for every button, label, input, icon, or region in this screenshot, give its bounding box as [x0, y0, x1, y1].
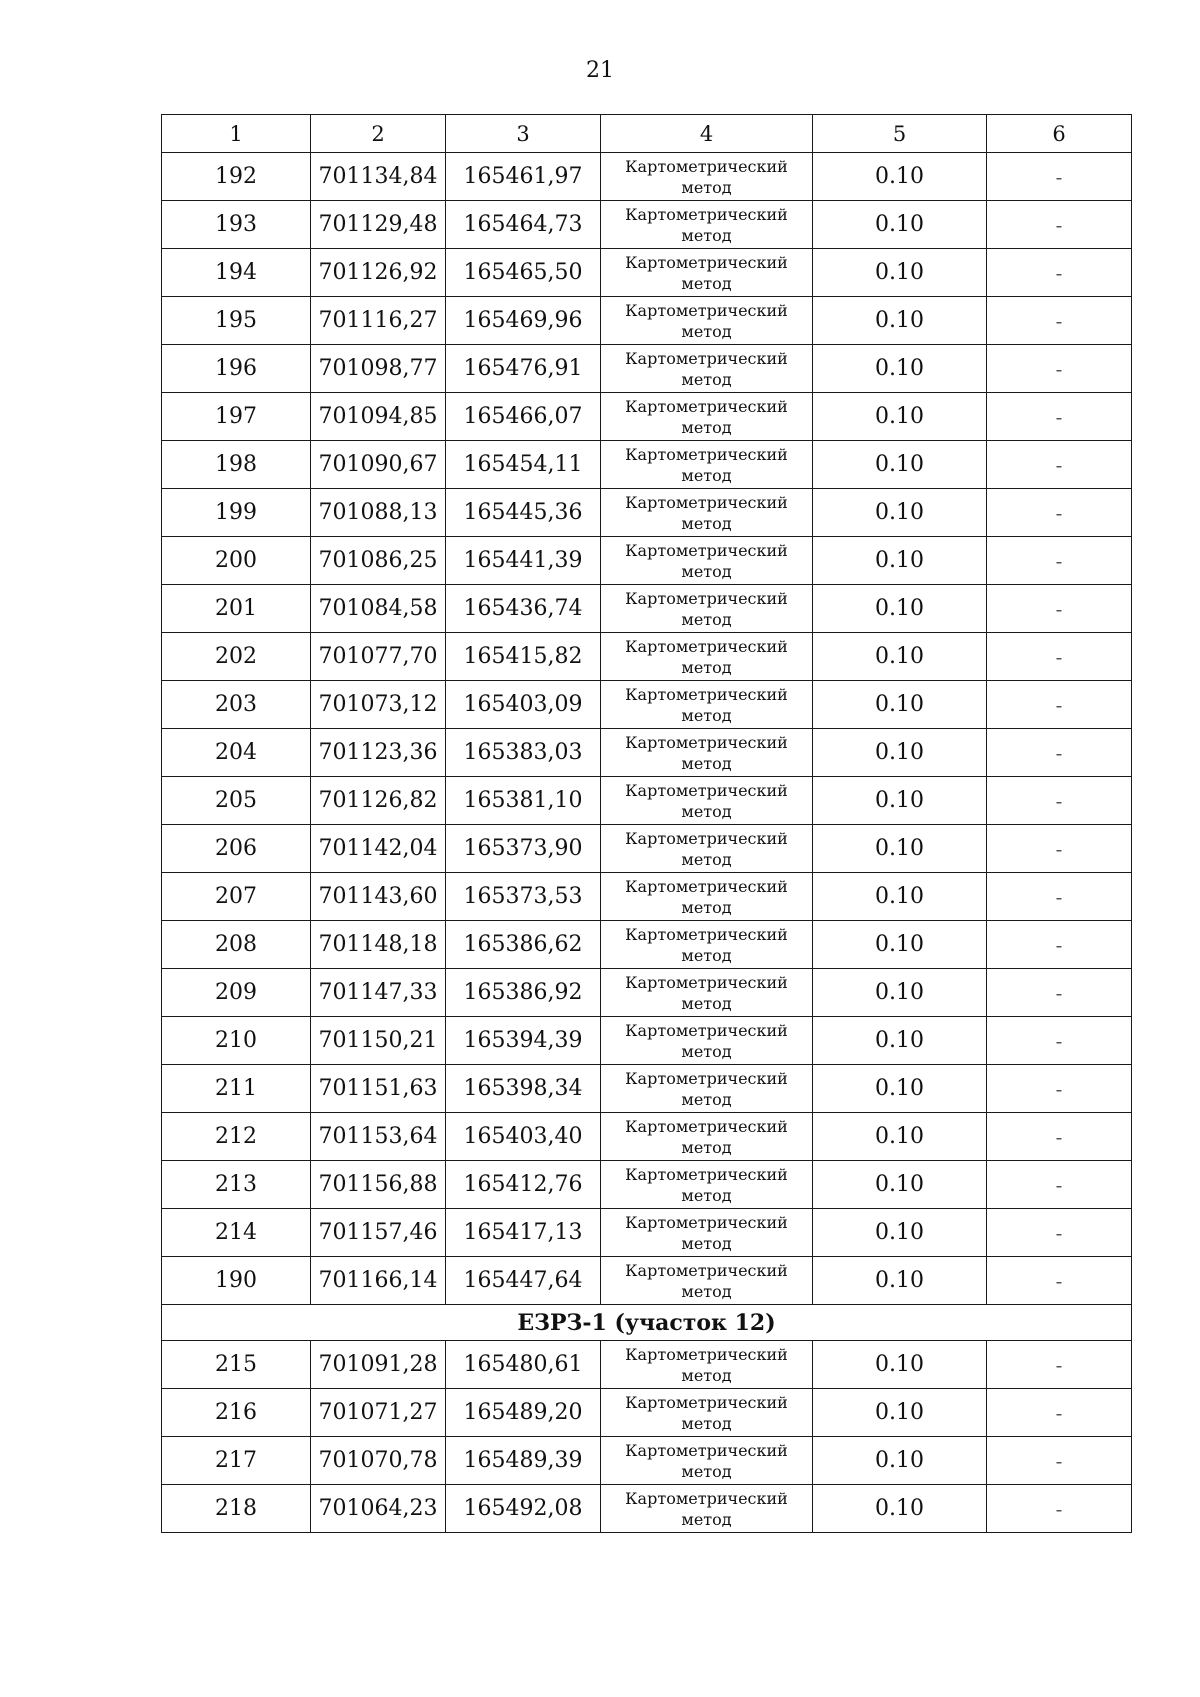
accuracy-cell: 0.10: [813, 297, 987, 345]
method-line2: метод: [681, 897, 732, 917]
method-cell: [601, 969, 813, 1017]
y-coordinate-cell: 165386,62: [446, 921, 601, 969]
point-number-cell: 206: [162, 825, 311, 873]
method-cell: [601, 1161, 813, 1209]
x-coordinate-cell: 701073,12: [311, 681, 446, 729]
y-coordinate-cell: 165489,39: [446, 1437, 601, 1485]
y-coordinate-cell: 165492,08: [446, 1485, 601, 1533]
method-cell: [601, 345, 813, 393]
x-coordinate-cell: 701116,27: [311, 297, 446, 345]
accuracy-cell: 0.10: [813, 249, 987, 297]
y-coordinate-cell: 165412,76: [446, 1161, 601, 1209]
point-number-cell: 213: [162, 1161, 311, 1209]
accuracy-cell: 0.10: [813, 1341, 987, 1389]
x-coordinate-cell: 701142,04: [311, 825, 446, 873]
x-coordinate-cell: 701147,33: [311, 969, 446, 1017]
table-body-before: [162, 153, 1132, 1305]
note-cell: -: [987, 1161, 1132, 1209]
y-coordinate-cell: 165489,20: [446, 1389, 601, 1437]
y-coordinate-cell: 165403,40: [446, 1113, 601, 1161]
point-number-cell: 208: [162, 921, 311, 969]
y-coordinate-cell: 165476,91: [446, 345, 601, 393]
x-coordinate-cell: 701123,36: [311, 729, 446, 777]
method-line1: Картометрический: [625, 876, 788, 896]
method-line1: Картометрический: [625, 348, 788, 368]
note-cell: -: [987, 969, 1132, 1017]
x-coordinate-cell: 701157,46: [311, 1209, 446, 1257]
y-coordinate-cell: 165445,36: [446, 489, 601, 537]
table-row: [162, 1437, 1132, 1485]
y-coordinate-cell: 165454,11: [446, 441, 601, 489]
note-cell: -: [987, 1113, 1132, 1161]
header-cell: 3: [446, 115, 601, 153]
method-line1: Картометрический: [625, 780, 788, 800]
accuracy-cell: 0.10: [813, 1485, 987, 1533]
section-title: ЕЗРЗ-1 (участок 12): [162, 1305, 1132, 1341]
note-cell: -: [987, 297, 1132, 345]
method-cell: [601, 441, 813, 489]
method-cell: [601, 825, 813, 873]
accuracy-cell: 0.10: [813, 345, 987, 393]
point-number-cell: 195: [162, 297, 311, 345]
method-line1: Картометрический: [625, 1020, 788, 1040]
point-number-cell: 201: [162, 585, 311, 633]
x-coordinate-cell: 701129,48: [311, 201, 446, 249]
method-line1: Картометрический: [625, 492, 788, 512]
method-line1: Картометрический: [625, 540, 788, 560]
y-coordinate-cell: 165383,03: [446, 729, 601, 777]
table-row: [162, 681, 1132, 729]
point-number-cell: 204: [162, 729, 311, 777]
method-cell: [601, 489, 813, 537]
point-number-cell: 203: [162, 681, 311, 729]
x-coordinate-cell: 701071,27: [311, 1389, 446, 1437]
accuracy-cell: 0.10: [813, 633, 987, 681]
method-line1: Картометрический: [625, 1116, 788, 1136]
y-coordinate-cell: 165469,96: [446, 297, 601, 345]
table-row: [162, 585, 1132, 633]
accuracy-cell: 0.10: [813, 1437, 987, 1485]
method-cell: [601, 921, 813, 969]
table-row: [162, 729, 1132, 777]
y-coordinate-cell: 165464,73: [446, 201, 601, 249]
note-cell: -: [987, 1341, 1132, 1389]
method-line1: Картометрический: [625, 1164, 788, 1184]
x-coordinate-cell: 701077,70: [311, 633, 446, 681]
point-number-cell: 212: [162, 1113, 311, 1161]
table-row: [162, 633, 1132, 681]
accuracy-cell: 0.10: [813, 729, 987, 777]
note-cell: -: [987, 1209, 1132, 1257]
method-line2: метод: [681, 1413, 732, 1433]
table-row: [162, 1017, 1132, 1065]
method-cell: [601, 729, 813, 777]
accuracy-cell: 0.10: [813, 777, 987, 825]
method-line2: метод: [681, 225, 732, 245]
header-cell: 6: [987, 115, 1132, 153]
method-cell: [601, 1209, 813, 1257]
method-line2: метод: [681, 561, 732, 581]
method-cell: [601, 249, 813, 297]
method-line2: метод: [681, 801, 732, 821]
table-row: [162, 153, 1132, 201]
table-row: [162, 249, 1132, 297]
x-coordinate-cell: 701126,92: [311, 249, 446, 297]
x-coordinate-cell: 701091,28: [311, 1341, 446, 1389]
method-line1: Картометрический: [625, 924, 788, 944]
note-cell: -: [987, 1485, 1132, 1533]
accuracy-cell: 0.10: [813, 585, 987, 633]
note-cell: -: [987, 201, 1132, 249]
table-row: [162, 1209, 1132, 1257]
accuracy-cell: 0.10: [813, 873, 987, 921]
accuracy-cell: 0.10: [813, 921, 987, 969]
table-row: [162, 537, 1132, 585]
point-number-cell: 199: [162, 489, 311, 537]
method-line1: Картометрический: [625, 1068, 788, 1088]
note-cell: -: [987, 1437, 1132, 1485]
note-cell: -: [987, 1257, 1132, 1305]
table-row: [162, 1113, 1132, 1161]
accuracy-cell: 0.10: [813, 681, 987, 729]
method-line2: метод: [681, 1509, 732, 1529]
table-row: [162, 777, 1132, 825]
method-line1: Картометрический: [625, 636, 788, 656]
point-number-cell: 197: [162, 393, 311, 441]
method-line2: метод: [681, 1089, 732, 1109]
point-number-cell: 196: [162, 345, 311, 393]
point-number-cell: 209: [162, 969, 311, 1017]
method-line2: метод: [681, 1461, 732, 1481]
method-cell: [601, 297, 813, 345]
table-row: [162, 441, 1132, 489]
method-cell: [601, 1437, 813, 1485]
point-number-cell: 217: [162, 1437, 311, 1485]
x-coordinate-cell: 701134,84: [311, 153, 446, 201]
method-line2: метод: [681, 513, 732, 533]
note-cell: -: [987, 777, 1132, 825]
point-number-cell: 202: [162, 633, 311, 681]
point-number-cell: 216: [162, 1389, 311, 1437]
method-line1: Картометрический: [625, 1260, 788, 1280]
point-number-cell: 198: [162, 441, 311, 489]
note-cell: -: [987, 345, 1132, 393]
accuracy-cell: 0.10: [813, 1389, 987, 1437]
accuracy-cell: 0.10: [813, 1065, 987, 1113]
method-line1: Картометрический: [625, 732, 788, 752]
table-row: [162, 921, 1132, 969]
x-coordinate-cell: 701086,25: [311, 537, 446, 585]
note-cell: -: [987, 441, 1132, 489]
point-number-cell: 207: [162, 873, 311, 921]
table-row: [162, 345, 1132, 393]
method-cell: [601, 1257, 813, 1305]
header-cell: 1: [162, 115, 311, 153]
point-number-cell: 210: [162, 1017, 311, 1065]
method-line2: метод: [681, 657, 732, 677]
table-row: [162, 969, 1132, 1017]
accuracy-cell: 0.10: [813, 537, 987, 585]
header-cell: 4: [601, 115, 813, 153]
table-row: [162, 393, 1132, 441]
x-coordinate-cell: 701094,85: [311, 393, 446, 441]
table-row: [162, 1161, 1132, 1209]
method-line1: Картометрический: [625, 1440, 788, 1460]
method-line2: метод: [681, 177, 732, 197]
method-line2: метод: [681, 753, 732, 773]
y-coordinate-cell: 165465,50: [446, 249, 601, 297]
method-line1: Картометрический: [625, 444, 788, 464]
method-cell: [601, 537, 813, 585]
x-coordinate-cell: 701153,64: [311, 1113, 446, 1161]
note-cell: -: [987, 489, 1132, 537]
method-line1: Картометрический: [625, 300, 788, 320]
accuracy-cell: 0.10: [813, 1113, 987, 1161]
method-cell: [601, 393, 813, 441]
method-line1: Картометрический: [625, 1212, 788, 1232]
table-body-after: [162, 1341, 1132, 1533]
coordinates-table: [161, 114, 1132, 1533]
x-coordinate-cell: 701084,58: [311, 585, 446, 633]
method-line2: метод: [681, 273, 732, 293]
note-cell: -: [987, 1065, 1132, 1113]
point-number-cell: 192: [162, 153, 311, 201]
point-number-cell: 218: [162, 1485, 311, 1533]
method-line2: метод: [681, 705, 732, 725]
method-line2: метод: [681, 1365, 732, 1385]
note-cell: -: [987, 393, 1132, 441]
method-line1: Картометрический: [625, 156, 788, 176]
x-coordinate-cell: 701143,60: [311, 873, 446, 921]
method-cell: [601, 1065, 813, 1113]
x-coordinate-cell: 701090,67: [311, 441, 446, 489]
method-line1: Картометрический: [625, 684, 788, 704]
method-line1: Картометрический: [625, 252, 788, 272]
note-cell: -: [987, 1389, 1132, 1437]
table-row: [162, 1389, 1132, 1437]
x-coordinate-cell: 701148,18: [311, 921, 446, 969]
accuracy-cell: 0.10: [813, 489, 987, 537]
point-number-cell: 194: [162, 249, 311, 297]
method-line1: Картометрический: [625, 972, 788, 992]
y-coordinate-cell: 165436,74: [446, 585, 601, 633]
table-row: [162, 1257, 1132, 1305]
y-coordinate-cell: 165398,34: [446, 1065, 601, 1113]
method-cell: [601, 1485, 813, 1533]
note-cell: -: [987, 729, 1132, 777]
y-coordinate-cell: 165415,82: [446, 633, 601, 681]
point-number-cell: 215: [162, 1341, 311, 1389]
x-coordinate-cell: 701088,13: [311, 489, 446, 537]
x-coordinate-cell: 701150,21: [311, 1017, 446, 1065]
method-line2: метод: [681, 1233, 732, 1253]
note-cell: -: [987, 681, 1132, 729]
y-coordinate-cell: 165381,10: [446, 777, 601, 825]
x-coordinate-cell: 701070,78: [311, 1437, 446, 1485]
accuracy-cell: 0.10: [813, 1209, 987, 1257]
header-cell: 5: [813, 115, 987, 153]
point-number-cell: 190: [162, 1257, 311, 1305]
y-coordinate-cell: 165441,39: [446, 537, 601, 585]
note-cell: -: [987, 825, 1132, 873]
note-cell: -: [987, 873, 1132, 921]
point-number-cell: 205: [162, 777, 311, 825]
method-line1: Картометрический: [625, 588, 788, 608]
point-number-cell: 193: [162, 201, 311, 249]
accuracy-cell: 0.10: [813, 969, 987, 1017]
method-line2: метод: [681, 945, 732, 965]
method-line1: Картометрический: [625, 1488, 788, 1508]
table-row: [162, 1485, 1132, 1533]
table-row: [162, 873, 1132, 921]
header-row: [162, 115, 1132, 153]
y-coordinate-cell: 165373,53: [446, 873, 601, 921]
note-cell: -: [987, 153, 1132, 201]
accuracy-cell: 0.10: [813, 393, 987, 441]
y-coordinate-cell: 165461,97: [446, 153, 601, 201]
method-cell: [601, 1017, 813, 1065]
accuracy-cell: 0.10: [813, 441, 987, 489]
method-line2: метод: [681, 993, 732, 1013]
method-line2: метод: [681, 1041, 732, 1061]
section-group: [162, 1305, 1132, 1341]
note-cell: -: [987, 249, 1132, 297]
x-coordinate-cell: 701064,23: [311, 1485, 446, 1533]
method-line1: Картометрический: [625, 204, 788, 224]
method-cell: [601, 201, 813, 249]
y-coordinate-cell: 165417,13: [446, 1209, 601, 1257]
note-cell: -: [987, 537, 1132, 585]
table-row: [162, 825, 1132, 873]
y-coordinate-cell: 165394,39: [446, 1017, 601, 1065]
method-cell: [601, 1389, 813, 1437]
x-coordinate-cell: 701098,77: [311, 345, 446, 393]
y-coordinate-cell: 165403,09: [446, 681, 601, 729]
method-line2: метод: [681, 1281, 732, 1301]
method-line1: Картометрический: [625, 396, 788, 416]
accuracy-cell: 0.10: [813, 201, 987, 249]
accuracy-cell: 0.10: [813, 825, 987, 873]
y-coordinate-cell: 165466,07: [446, 393, 601, 441]
note-cell: -: [987, 921, 1132, 969]
method-cell: [601, 585, 813, 633]
method-cell: [601, 1341, 813, 1389]
table-row: [162, 201, 1132, 249]
point-number-cell: 214: [162, 1209, 311, 1257]
method-line2: метод: [681, 1185, 732, 1205]
accuracy-cell: 0.10: [813, 1257, 987, 1305]
method-cell: [601, 681, 813, 729]
note-cell: -: [987, 585, 1132, 633]
method-cell: [601, 873, 813, 921]
table-row: [162, 297, 1132, 345]
note-cell: -: [987, 633, 1132, 681]
point-number-cell: 200: [162, 537, 311, 585]
note-cell: -: [987, 1017, 1132, 1065]
x-coordinate-cell: 701156,88: [311, 1161, 446, 1209]
method-line1: Картометрический: [625, 1344, 788, 1364]
method-line2: метод: [681, 321, 732, 341]
x-coordinate-cell: 701126,82: [311, 777, 446, 825]
method-line2: метод: [681, 849, 732, 869]
point-number-cell: 211: [162, 1065, 311, 1113]
method-line2: метод: [681, 465, 732, 485]
x-coordinate-cell: 701166,14: [311, 1257, 446, 1305]
table-row: [162, 1065, 1132, 1113]
table-row: [162, 1341, 1132, 1389]
page-number: 21: [586, 58, 614, 83]
y-coordinate-cell: 165480,61: [446, 1341, 601, 1389]
y-coordinate-cell: 165373,90: [446, 825, 601, 873]
method-line2: метод: [681, 369, 732, 389]
y-coordinate-cell: 165386,92: [446, 969, 601, 1017]
table-row: [162, 489, 1132, 537]
method-cell: [601, 1113, 813, 1161]
method-cell: [601, 153, 813, 201]
accuracy-cell: 0.10: [813, 153, 987, 201]
method-line2: метод: [681, 609, 732, 629]
accuracy-cell: 0.10: [813, 1017, 987, 1065]
section-row: [162, 1305, 1132, 1341]
header-cell: 2: [311, 115, 446, 153]
method-cell: [601, 777, 813, 825]
method-line2: метод: [681, 417, 732, 437]
y-coordinate-cell: 165447,64: [446, 1257, 601, 1305]
method-cell: [601, 633, 813, 681]
accuracy-cell: 0.10: [813, 1161, 987, 1209]
method-line1: Картометрический: [625, 828, 788, 848]
method-line1: Картометрический: [625, 1392, 788, 1412]
method-line2: метод: [681, 1137, 732, 1157]
x-coordinate-cell: 701151,63: [311, 1065, 446, 1113]
